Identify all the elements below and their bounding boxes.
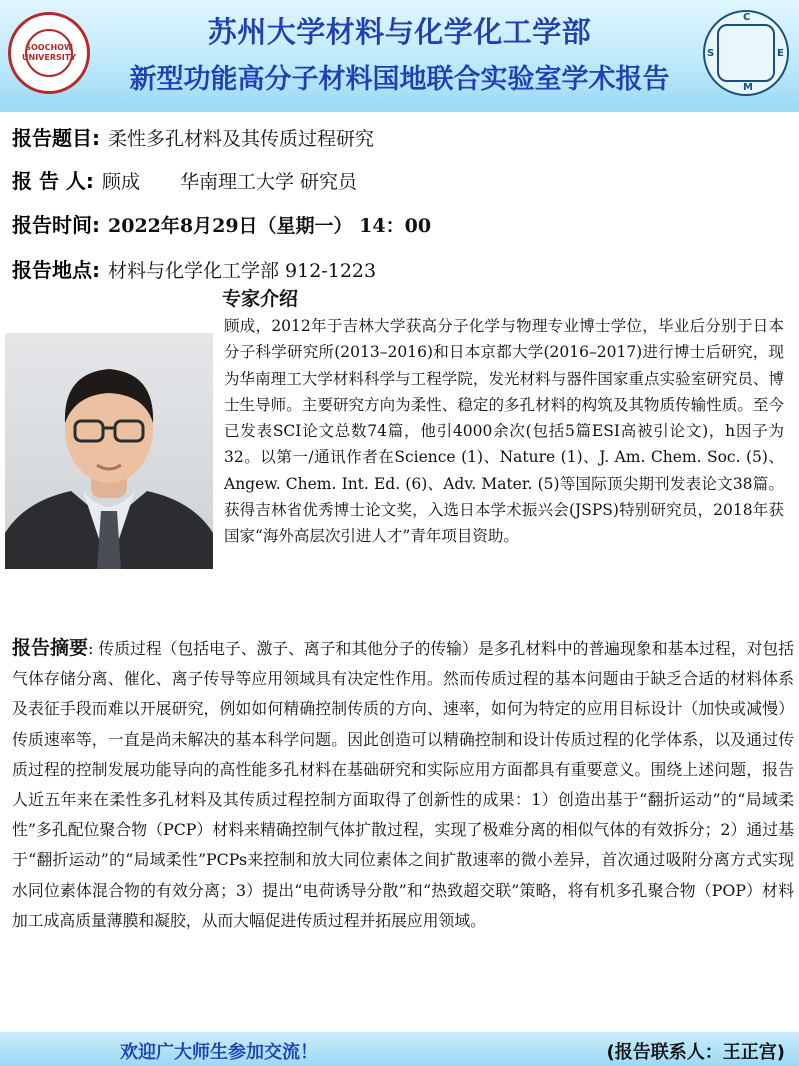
topic-value: 柔性多孔材料及其传质过程研究 <box>108 128 375 150</box>
time-row <box>12 209 431 238</box>
speaker-row <box>12 165 357 194</box>
header-banner <box>0 0 799 112</box>
place-row <box>12 254 376 283</box>
speaker-name: 顾成 <box>101 171 140 193</box>
title-line-2: 新型功能高分子材料国地联合实验室学术报告 <box>129 64 670 95</box>
title-line-1: 苏州大学材料与化学化工学部 <box>207 15 592 49</box>
university-logo-text: SOOCHOW UNIVERSITY <box>25 29 73 77</box>
logo-letter-e: E <box>777 48 784 59</box>
logo-letter-c: C <box>743 12 751 23</box>
welcome-message: 欢迎广大师生参加交流！ <box>120 1042 318 1063</box>
speaker-label: 报 告 人: <box>12 169 94 193</box>
time-value: 2022年8月29日（星期一） 14：00 <box>108 215 432 237</box>
topic-row <box>12 122 374 151</box>
place-label: 报告地点: <box>12 258 100 282</box>
place-value: 材料与化学化工学部 912-1223 <box>108 260 377 282</box>
abstract-text: : 传质过程（包括电子、激子、离子和其他分子的传输）是多孔材料中的普遍现象和基本过程，对包括气体存储分离、催化、离子传导等应用领域具有决定性作用。然而传质过程的基本问题由于缺乏合适的材料体系及表征手段而难以开展研究，例如如何精确控制传质的方向、速率，如何为特定的应用目标设计（加快或减慢）传质速率等，一直是尚未解决的基本科学问题。因此创造可以精确控制和设计传质过程的化学体系，以及通过传质过程的控制发展功能导向的高性能多孔材料在基础研究和实际应用方面都具有重要意义。围绕上述问题，报告人近五年来在柔性多孔材料及其传质过程控制方面取得了创新性的成果：1）创造出基于“翻折运动”的“局域柔性”多孔配位聚合物（PCP）材料来精确控制气体扩散过程，实现了极难分离的相似气体的有效拆分；2）通过基于“翻折运动”的“局域柔性”PCPs来控制和放大同位素体之间扩散速率的微小差异，首次通过吸附分离方式实现水同位素体混合物的有效分离；3）提出“电荷诱导分散”和“热致超交联”策略，将有机多孔聚合物（POP）材料加工成高质量薄膜和凝胶，从而大幅促进传质过程并拓展应用领域。 <box>12 639 794 930</box>
soochow-university-logo <box>8 12 90 94</box>
csem-logo <box>703 10 789 96</box>
logo-letter-m: M <box>743 82 753 93</box>
csem-logo-inner <box>717 24 775 82</box>
abstract-label: 报告摘要 <box>12 637 89 659</box>
abstract-paragraph <box>12 633 794 936</box>
topic-label: 报告题目: <box>12 126 100 150</box>
logo-letter-s: S <box>707 48 715 59</box>
footer-banner <box>0 1032 799 1066</box>
contact-person: (报告联系人：王正宫) <box>606 1042 785 1063</box>
speaker-portrait-image <box>5 333 213 569</box>
speaker-photo <box>5 333 213 569</box>
intro-text: 顾成，2012年于吉林大学获高分子化学与物理专业博士学位，毕业后分别于日本分子科学研究所(2013–2016)和日本京都大学(2016–2017)进行博士后研究，现为华南理工大学材料科学与工程学院，发光材料与器件国家重点实验室研究员、博士生导师。主要研究方向为柔性、稳定的多孔材料的构筑及其物质传输性质。至今已发表SCI论文总数74篇，他引4000余次(包括5篇ESI高被引论文)，h因子为32。以第一/通讯作者在Science (1)、Nature (1)、J. Am. Chem. Soc. (5)、Angew. Chem. Int. Ed. (6)、Adv. Mater. (5)等国际顶尖期刊发表论文38篇。获得吉林省优秀博士论文奖，入选日本学术振兴会(JSPS)特别研究员，2018年获国家“海外高层次引进人才”青年项目资助。 <box>224 317 784 546</box>
intro-heading: 专家介绍 <box>222 288 299 310</box>
time-label: 报告时间: <box>12 213 100 237</box>
speaker-affiliation: 华南理工大学 研究员 <box>179 171 357 193</box>
